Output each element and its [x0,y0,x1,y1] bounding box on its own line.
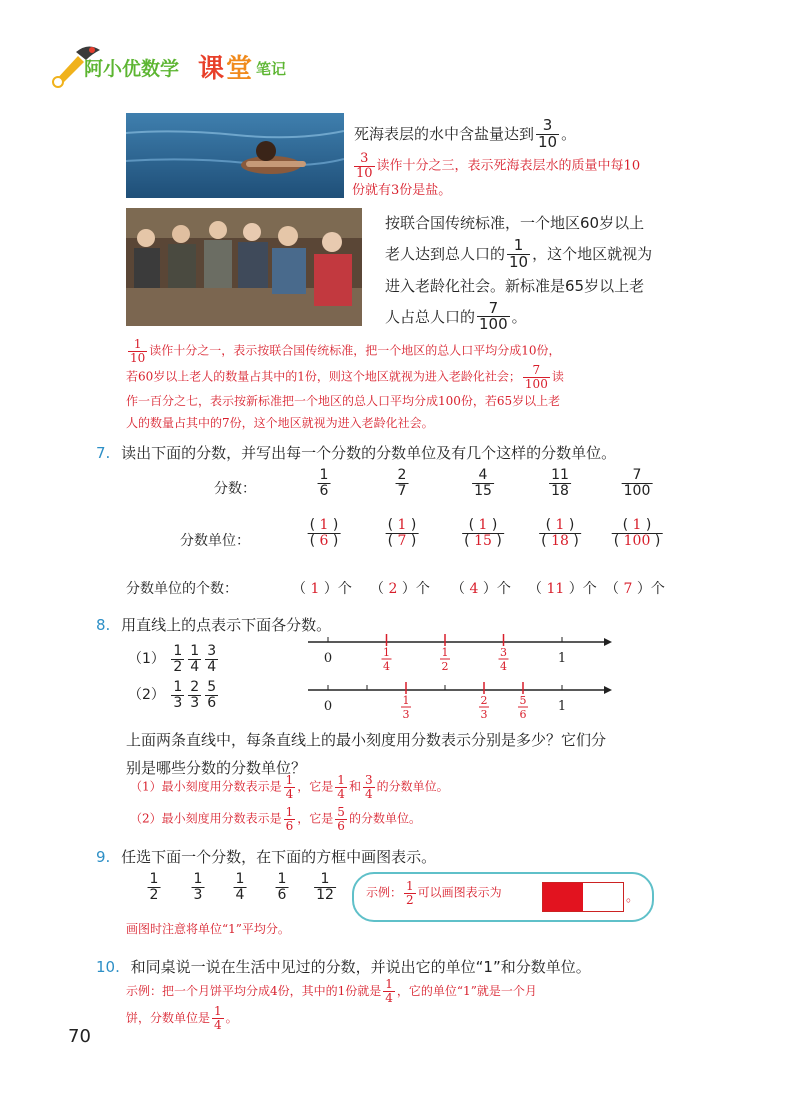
line1-arrow-icon [604,638,612,646]
fraction [188,644,201,674]
fraction [549,468,571,498]
line2-point-numerator: 1 [402,694,410,707]
question-number: 7. [96,444,111,462]
fraction [386,518,419,548]
text-line [385,238,725,271]
text-segment: 的分数单位。 [376,779,449,794]
fraction-denominator: 6 [207,694,217,711]
fraction-denominator: 4 [337,786,345,801]
fraction [335,774,347,800]
text-line [126,978,726,1005]
fraction-numerator: 1 [320,871,330,887]
fraction-denominator: ( 18 ) [541,532,579,549]
logo-biji: 笔记 [256,60,287,78]
line2-one-label: 1 [557,699,567,714]
fraction [472,468,494,498]
text-segment: 示例： [366,885,403,900]
q9-example-text [366,880,502,906]
fraction-denominator: 6 [277,886,287,903]
fraction [284,806,296,832]
logo [48,42,308,92]
text-segment: 。 [561,124,577,143]
fraction-denominator: 4 [190,658,200,675]
line2-point-numerator: 5 [519,694,527,707]
question-7 [96,442,736,463]
fraction [128,338,147,364]
q9-note: 画图时注意将单位“1”平均分。 [126,922,290,936]
fraction [284,774,296,800]
text-segment: ，它是 [297,811,334,826]
question-title: 用直线上的点表示下面各分数。 [121,616,332,634]
fraction [462,518,504,548]
fraction-denominator: 10 [509,252,529,271]
fraction [308,518,341,548]
text-segment: ，它的单位“1”就是一个月 [396,984,537,998]
fraction-numerator: 7 [488,298,499,317]
question-title: 读出下面的分数，并写出每一个分数的分数单位及有几个这样的分数单位。 [121,444,617,462]
fraction-numerator: 3 [542,116,553,134]
line1-zero-label: 0 [323,651,333,666]
fraction-numerator: 1 [285,805,294,819]
text-line: 人的数量占其中的7份，这个地区就视为进入老龄化社会。 [126,416,434,431]
elderly-note [126,338,726,434]
fraction [507,238,530,271]
text-line [126,364,726,390]
q8-answer-2 [130,806,421,832]
text-segment: 人占总人口的 [385,307,476,326]
question-number: 9. [96,848,111,866]
text-line [126,1005,726,1032]
text-segment: 。 [225,1010,238,1025]
line2-point-numerator: 2 [480,694,488,707]
page-number: 70 [68,1026,91,1047]
fraction-numerator: 1 [190,643,200,659]
text-segment: 的分数单位。 [348,811,421,826]
fraction-denominator: 100 [479,315,508,334]
text-segment: （1）最小刻度用分数表示是 [130,779,282,794]
q7-count-1: （ 1 ）个 [292,581,352,597]
fraction-denominator: 12 [316,886,334,903]
line2-point-denominator: 6 [519,708,527,721]
text-segment: 若60岁以上老人的数量占其中的1份，则这个地区就视为进入老龄化社会； [126,369,521,384]
fraction-numerator: 5 [207,679,217,695]
question-number: 10. [96,958,120,976]
text-segment: 死海表层的水中含盐量达到 [354,124,535,143]
fraction-denominator: 4 [285,786,294,801]
q7-label-count: 分数单位的个数： [126,581,238,597]
fraction [622,468,653,498]
row-label: （1） [128,651,165,668]
fraction [404,880,416,906]
elderly-people-photo [126,208,362,326]
fraction-denominator: 4 [385,991,393,1005]
text-segment: 读作十分之三，表示死海表层水的质量中每10 [376,158,641,174]
text-segment: 份就有3份是盐。 [352,183,452,199]
q10-answer [126,978,726,1031]
fraction-denominator: 6 [285,818,294,833]
logo-tang: 堂 [226,54,253,84]
q8-answer-1 [130,774,449,800]
text-segment: 读 [551,369,564,384]
text-segment: ，它是 [297,779,334,794]
q8-row1 [128,644,220,674]
fraction-denominator: ( 15 ) [464,532,502,549]
fraction [212,1005,224,1031]
fraction-numerator: 11 [551,467,569,483]
q9-drawing-box [542,882,624,912]
text-line: 进入老龄化社会。新标准是65岁以上老 [385,276,645,295]
question-10 [96,956,591,977]
line2-arrow-icon [604,686,612,694]
fraction [318,468,331,498]
fraction-numerator: 1 [513,236,524,254]
fraction-numerator: ( 1 ) [309,517,339,533]
line1-point-numerator: 1 [441,646,449,659]
number-lines [300,630,620,730]
fraction [276,872,289,902]
question-8 [96,614,331,635]
q7-label-unit: 分数单位： [180,533,250,549]
text-segment: 饼，分数单位是 [126,1010,211,1025]
fraction-denominator: ( 6 ) [309,532,339,549]
fraction-numerator: 7 [632,467,642,483]
fraction [171,680,184,710]
line1-point-numerator: 3 [500,646,507,659]
q9-drawing-fill [543,883,583,911]
fraction-denominator: 4 [207,658,217,675]
question-title: 和同桌说一说在生活中见过的分数，并说出它的单位“1”和分数单位。 [130,958,591,976]
fraction-denominator: 3 [193,886,203,903]
fraction-denominator: 100 [524,376,548,391]
fraction-numerator: ( 1 ) [387,517,417,533]
question-9 [96,846,436,867]
fraction [171,644,184,674]
fraction [536,118,559,151]
q9-period: 。 [626,890,640,905]
text-segment: 示例：把一个月饼平均分成4份，其中的1份就是 [126,984,382,998]
dead-sea-note [352,152,712,202]
text-line [126,338,726,364]
text-segment: 。 [511,307,527,326]
fraction-numerator: 1 [406,879,414,893]
fraction-denominator: 18 [551,482,569,499]
fraction-numerator: 2 [190,679,200,695]
fraction-denominator: 2 [149,886,159,903]
fraction [205,680,218,710]
fraction-numerator: 3 [360,151,369,166]
q7-count-5: （ 7 ）个 [605,581,665,597]
fraction [477,298,510,334]
fraction-numerator: ( 1 ) [622,517,652,533]
dead-sea-text [354,118,576,151]
line1-one-label: 1 [557,651,567,666]
row-label: （2） [128,687,165,704]
text-segment: 读作十分之一，表示按联合国传统标准，把一个地区的总人口平均分成10份， [149,343,561,358]
fraction [192,872,205,902]
fraction-denominator: 100 [623,482,651,499]
text-line: 作一百分之七，表示按新标准把一个地区的总人口平均分成100份，若65岁以上老 [126,394,561,409]
fraction-numerator: 1 [133,337,142,351]
fraction-denominator: 10 [130,350,146,365]
text-line: 别是哪些分数的分数单位？ [126,759,307,777]
q7-count-3: （ 4 ）个 [451,581,511,597]
fraction-numerator: 3 [364,773,373,787]
text-segment: 老人达到总人口的 [385,244,506,263]
fraction-denominator: 6 [319,482,329,499]
fraction-numerator: ( 1 ) [545,517,575,533]
fraction-denominator: 3 [173,694,183,711]
line1-point-numerator: 1 [383,646,390,659]
fraction [354,152,375,180]
fraction-denominator: 4 [364,786,373,801]
text-segment: ，这个地区就视为 [532,244,653,263]
fraction-denominator: 6 [337,818,345,833]
fraction-numerator: ( 1 ) [468,517,498,533]
fraction [335,806,347,832]
line1-point-denominator: 2 [441,660,449,673]
text-segment: 可以画图表示为 [417,885,502,900]
fraction [234,872,247,902]
fraction-denominator: ( 100 ) [613,532,661,549]
text-line: 上面两条直线中，每条直线上的最小刻度用分数表示分别是多少？它们分 [126,731,607,749]
logo-main-text: 阿小优数学 [84,58,180,80]
q8-row2 [128,680,220,710]
fraction [148,872,161,902]
fraction-numerator: 1 [337,773,345,787]
q7-count-4: （ 11 ）个 [528,581,597,597]
fraction-numerator: 5 [337,805,345,819]
fraction [523,364,550,390]
question-number: 8. [96,616,111,634]
line2-point-denominator: 3 [402,708,410,721]
question-title: 任选下面一个分数，在下面的方框中画图表示。 [121,848,437,866]
text-segment: 和 [348,779,361,794]
fraction-denominator: ( 7 ) [387,532,417,549]
fraction [314,872,336,902]
line1-point-denominator: 4 [500,660,507,673]
fraction-numerator: 1 [235,871,245,887]
fraction-denominator: 2 [406,892,414,907]
fraction [188,680,201,710]
text-line: 按联合国传统标准，一个地区60岁以上 [385,214,645,232]
fraction [539,518,581,548]
fraction-numerator: 3 [207,643,217,659]
logo-ke: 课 [198,54,225,84]
fraction-numerator: 1 [285,773,294,787]
fraction-numerator: 1 [193,871,203,887]
fraction-numerator: 1 [319,467,329,483]
fraction-numerator: 1 [173,643,183,659]
fraction-numerator: 1 [214,1004,222,1018]
q7-count-2: （ 2 ）个 [370,581,430,597]
fraction-denominator: 2 [173,658,183,675]
line1-point-denominator: 4 [383,660,390,673]
fraction-numerator: 2 [397,467,407,483]
fraction [396,468,409,498]
fraction-denominator: 4 [214,1017,222,1032]
fraction [383,978,395,1004]
fraction [205,644,218,674]
fraction-denominator: 10 [356,165,373,181]
fraction-numerator: 1 [149,871,159,887]
fraction-numerator: 1 [173,679,183,695]
q7-label-fraction: 分数： [214,481,256,497]
fraction-numerator: 1 [277,871,287,887]
fraction-denominator: 15 [474,482,492,499]
fraction [363,774,375,800]
line2-zero-label: 0 [323,699,333,714]
fraction-numerator: 1 [385,977,393,992]
fraction-denominator: 4 [235,886,245,903]
line2-point-denominator: 3 [480,708,488,721]
fraction-numerator: 7 [532,363,541,378]
fraction-denominator: 7 [397,482,407,499]
fraction-denominator: 3 [190,694,200,711]
text-line [385,298,725,334]
text-segment: （2）最小刻度用分数表示是 [130,811,282,826]
fraction [612,518,663,548]
fraction-denominator: 10 [538,132,558,151]
fraction-numerator: 4 [478,467,488,483]
dead-sea-photo [126,113,344,198]
elderly-text [385,208,725,333]
